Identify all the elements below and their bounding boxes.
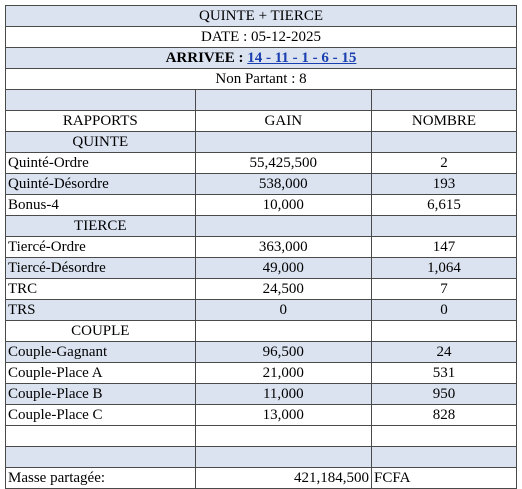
spacer-row — [6, 90, 517, 111]
section-title: QUINTE — [6, 132, 196, 153]
nombre-value: 147 — [372, 237, 517, 258]
empty-cell — [195, 90, 371, 111]
column-header-rapports: RAPPORTS — [6, 111, 196, 132]
arrivee-numbers-link[interactable]: 14 - 11 - 1 - 6 - 15 — [247, 49, 357, 66]
empty-cell — [372, 90, 517, 111]
empty-cell — [372, 216, 517, 237]
masse-currency: FCFA — [372, 468, 517, 489]
column-header-nombre: NOMBRE — [372, 111, 517, 132]
nombre-value: 950 — [372, 384, 517, 405]
gain-value: 96,500 — [195, 342, 371, 363]
section-header-row — [6, 321, 517, 342]
empty-cell — [372, 426, 517, 447]
table-row — [6, 300, 517, 321]
table-row — [6, 363, 517, 384]
rapport-label: Tiercé-Ordre — [6, 237, 196, 258]
table-row — [6, 405, 517, 426]
rapport-label: Couple-Place B — [6, 384, 196, 405]
masse-row — [6, 468, 517, 489]
gain-value: 24,500 — [195, 279, 371, 300]
masse-label: Masse partagée: — [6, 468, 196, 489]
section-title: TIERCE — [6, 216, 196, 237]
nombre-value: 193 — [372, 174, 517, 195]
nombre-value: 6,615 — [372, 195, 517, 216]
column-header-gain: GAIN — [195, 111, 371, 132]
sections-body — [6, 132, 517, 426]
rapport-label: Couple-Gagnant — [6, 342, 196, 363]
table-row — [6, 195, 517, 216]
rapport-label: Couple-Place C — [6, 405, 196, 426]
gain-value: 11,000 — [195, 384, 371, 405]
table-row — [6, 342, 517, 363]
gain-value: 538,000 — [195, 174, 371, 195]
rapport-label: Quinté-Ordre — [6, 153, 196, 174]
rapport-label: TRS — [6, 300, 196, 321]
empty-cell — [6, 447, 196, 468]
nombre-value: 1,064 — [372, 258, 517, 279]
title-row — [6, 6, 517, 27]
empty-cell — [195, 132, 371, 153]
rapport-label: Quinté-Désordre — [6, 174, 196, 195]
arrivee-label: ARRIVEE : — [165, 49, 248, 66]
spacer-row — [6, 426, 517, 447]
nombre-value: 0 — [372, 300, 517, 321]
table-row — [6, 153, 517, 174]
gain-value: 363,000 — [195, 237, 371, 258]
rapport-label: Bonus-4 — [6, 195, 196, 216]
race-date: DATE : 05-12-2025 — [6, 27, 517, 48]
gain-value: 0 — [195, 300, 371, 321]
rapport-label: TRC — [6, 279, 196, 300]
empty-cell — [372, 447, 517, 468]
gain-value: 55,425,500 — [195, 153, 371, 174]
arrivee-cell — [6, 48, 517, 69]
race-title: QUINTE + TIERCE — [6, 6, 517, 27]
nombre-value: 531 — [372, 363, 517, 384]
section-header-row — [6, 132, 517, 153]
section-header-row — [6, 216, 517, 237]
results-table — [5, 5, 517, 489]
column-header-row — [6, 111, 517, 132]
empty-cell — [6, 426, 196, 447]
date-row — [6, 27, 517, 48]
spacer-row — [6, 447, 517, 468]
arrivee-row — [6, 48, 517, 69]
empty-cell — [372, 132, 517, 153]
empty-cell — [195, 216, 371, 237]
nombre-value: 7 — [372, 279, 517, 300]
nombre-value: 2 — [372, 153, 517, 174]
nombre-value: 24 — [372, 342, 517, 363]
gain-value: 49,000 — [195, 258, 371, 279]
table-row — [6, 174, 517, 195]
table-row — [6, 237, 517, 258]
non-partant: Non Partant : 8 — [6, 69, 517, 90]
non-partant-row — [6, 69, 517, 90]
nombre-value: 828 — [372, 405, 517, 426]
empty-cell — [195, 321, 371, 342]
empty-cell — [195, 447, 371, 468]
table-row — [6, 258, 517, 279]
section-title: COUPLE — [6, 321, 196, 342]
empty-cell — [372, 321, 517, 342]
table-row — [6, 384, 517, 405]
rapport-label: Tiercé-Désordre — [6, 258, 196, 279]
gain-value: 13,000 — [195, 405, 371, 426]
gain-value: 21,000 — [195, 363, 371, 384]
rapport-label: Couple-Place A — [6, 363, 196, 384]
masse-value: 421,184,500 — [195, 468, 371, 489]
table-row — [6, 279, 517, 300]
gain-value: 10,000 — [195, 195, 371, 216]
empty-cell — [195, 426, 371, 447]
empty-cell — [6, 90, 196, 111]
